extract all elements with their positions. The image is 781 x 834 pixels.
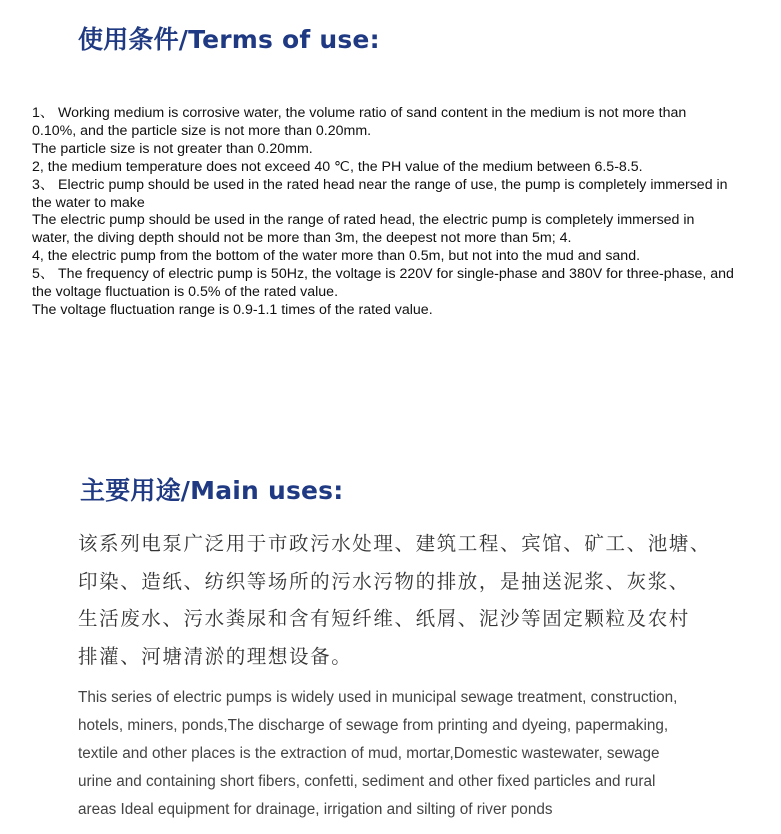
terms-line: The electric pump should be used in the range of rated head, the electric pump is completely immersed in [32, 212, 695, 229]
terms-line: 1、 Working medium is corrosive water, the volume ratio of sand content in the medium is not more than [32, 105, 687, 121]
main-uses-chinese-text [78, 525, 738, 675]
terms-line: The particle size is not greater than 0.20mm. [32, 140, 313, 157]
terms-of-use-text [32, 105, 752, 320]
terms-line: 5、 The frequency of electric pump is 50Hz, the voltage is 220V for single-phase and 380V for three-phase, and [32, 266, 734, 283]
zh-line: 排灌、河塘清淤的理想设备。 [78, 644, 353, 668]
en-line: textile and other places is the extraction of mud, mortar,Domestic wastewater, sewage [78, 745, 660, 762]
en-line: This series of electric pumps is widely used in municipal sewage treatment, construction, [78, 689, 678, 706]
terms-line: 2, the medium temperature does not exceed 40 ℃, the PH value of the medium between 6.5-8.5. [32, 158, 643, 175]
zh-line: 印染、造纸、纺织等场所的污水污物的排放，是抽送泥浆、灰浆、 [78, 569, 690, 593]
terms-of-use-heading: 使用条件/Terms of use: [78, 25, 380, 54]
en-line: urine and containing short fibers, confetti, sediment and other fixed particles and rural [78, 773, 656, 790]
terms-line: the water to make [32, 194, 145, 211]
en-line: hotels, miners, ponds,The discharge of sewage from printing and dyeing, papermaking, [78, 717, 669, 734]
terms-line: the voltage fluctuation is 0.5% of the rated value. [32, 284, 339, 301]
terms-line: 3、 Electric pump should be used in the rated head near the range of use, the pump is completely immersed in [32, 176, 728, 193]
zh-line: 生活废水、污水粪尿和含有短纤维、纸屑、泥沙等固定颗粒及农村 [78, 607, 690, 630]
zh-line: 该系列电泵广泛用于市政污水处理、建筑工程、宾馆、矿工、池塘、 [78, 532, 712, 555]
en-line: areas Ideal equipment for drainage, irrigation and silting of river ponds [78, 801, 553, 818]
terms-line: 0.10%, and the particle size is not more than 0.20mm. [32, 122, 372, 139]
terms-line: The voltage fluctuation range is 0.9-1.1 times of the rated value. [32, 301, 433, 318]
main-uses-heading: 主要用途/Main uses: [80, 476, 344, 505]
terms-line: water, the diving depth should not be more than 3m, the deepest not more than 5m; 4. [32, 230, 572, 247]
main-uses-english-text [78, 684, 738, 824]
terms-line: 4, the electric pump from the bottom of the water more than 0.5m, but not into the mud and sand. [32, 248, 641, 265]
